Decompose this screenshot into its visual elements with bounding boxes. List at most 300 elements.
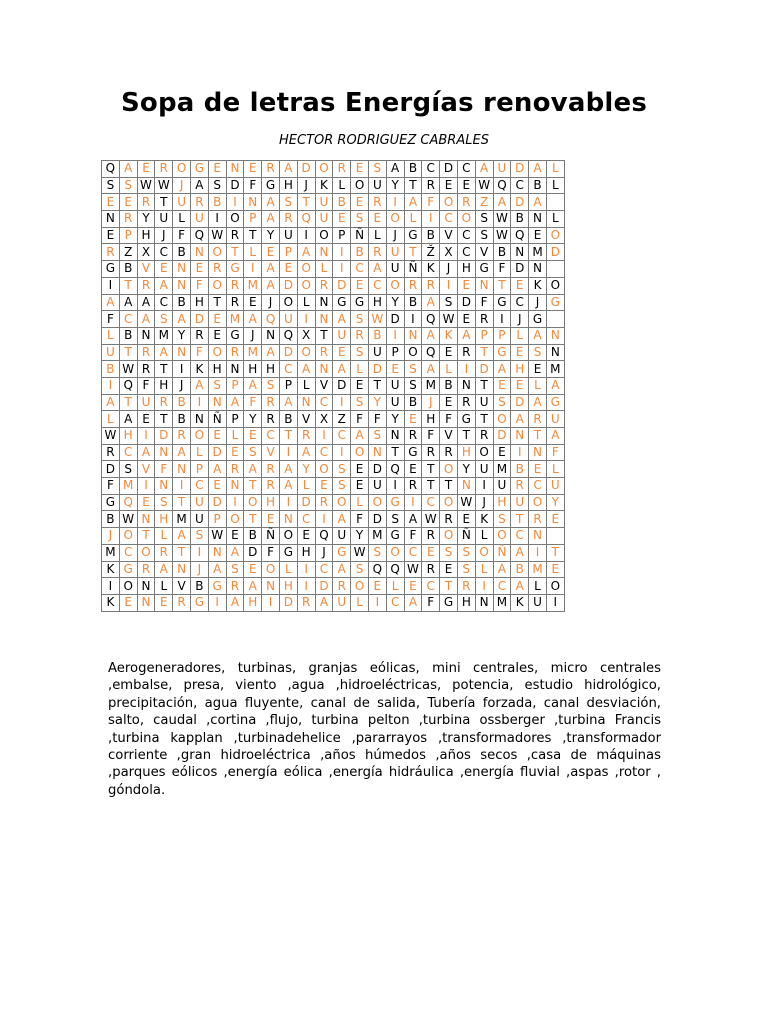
grid-cell: A	[333, 311, 351, 328]
grid-cell: S	[529, 344, 547, 361]
grid-cell: I	[297, 311, 315, 328]
grid-cell: E	[190, 261, 208, 278]
grid-cell: O	[529, 494, 547, 511]
grid-cell: A	[208, 561, 226, 578]
grid-row	[102, 294, 565, 311]
grid-cell: B	[119, 261, 137, 278]
grid-row	[102, 377, 565, 394]
grid-cell: O	[119, 528, 137, 545]
grid-cell: F	[422, 428, 440, 445]
grid-cell: E	[226, 528, 244, 545]
grid-cell: T	[511, 511, 529, 528]
grid-cell: L	[546, 161, 564, 178]
grid-cell: I	[208, 594, 226, 611]
grid-cell: E	[262, 511, 280, 528]
grid-cell: H	[297, 544, 315, 561]
grid-cell: N	[529, 211, 547, 228]
grid-cell: Y	[244, 411, 262, 428]
grid-cell: H	[244, 594, 262, 611]
grid-cell: D	[546, 244, 564, 261]
grid-cell: A	[102, 394, 120, 411]
word-list: Aerogeneradores, turbinas, granjas eólicas, mini centrales, micro centrales ,embalse, presa, viento ,agua ,hidroeléctricas, potencia, estudio hidrológico, precipitación, agua fluyente, canal de salida, Tubería forzada, canal desviación, salto, caudal ,cortina ,flujo, turbina pelton ,turbina ossberger ,turbina Francis ,turbina kapplan ,turbinadehelice ,pararrayos ,transformadores ,transformador corriente ,gran hidroeléctrica ,años húmedos ,años secos ,casa de máquinas ,parques eólicos ,energía eólica ,energía hidráulica ,energía fluvial ,aspas ,rotor , góndola.	[108, 661, 661, 798]
grid-cell: K	[529, 277, 547, 294]
grid-cell: R	[333, 578, 351, 595]
grid-cell: N	[137, 578, 155, 595]
grid-cell: N	[262, 578, 280, 595]
grid-cell: P	[333, 227, 351, 244]
grid-cell: B	[333, 194, 351, 211]
grid-cell: D	[208, 494, 226, 511]
grid-row	[102, 511, 565, 528]
grid-cell: M	[493, 461, 511, 478]
grid-cell: S	[368, 161, 386, 178]
grid-cell: N	[208, 394, 226, 411]
grid-cell: F	[244, 394, 262, 411]
grid-cell: R	[155, 544, 173, 561]
grid-cell: L	[351, 594, 369, 611]
grid-cell: Q	[493, 177, 511, 194]
grid-cell: A	[262, 344, 280, 361]
grid-cell: S	[440, 294, 458, 311]
grid-cell: G	[440, 594, 458, 611]
grid-cell: E	[440, 177, 458, 194]
grid-cell: D	[208, 444, 226, 461]
grid-cell: U	[475, 394, 493, 411]
grid-cell: I	[475, 478, 493, 495]
grid-cell: N	[226, 361, 244, 378]
grid-cell: K	[422, 261, 440, 278]
grid-cell: B	[404, 161, 422, 178]
grid-cell: U	[386, 244, 404, 261]
grid-cell: F	[102, 478, 120, 495]
grid-cell: D	[226, 177, 244, 194]
grid-cell: A	[493, 194, 511, 211]
grid-cell: R	[190, 194, 208, 211]
grid-cell: Q	[386, 561, 404, 578]
grid-cell: O	[546, 227, 564, 244]
grid-cell: D	[333, 377, 351, 394]
grid-cell: F	[475, 294, 493, 311]
grid-cell: N	[155, 478, 173, 495]
grid-cell: T	[155, 411, 173, 428]
grid-cell: S	[208, 177, 226, 194]
grid-cell: R	[262, 478, 280, 495]
grid-cell: O	[208, 344, 226, 361]
grid-cell: A	[404, 594, 422, 611]
grid-cell: C	[422, 578, 440, 595]
grid-cell: O	[315, 461, 333, 478]
grid-cell: Y	[386, 177, 404, 194]
grid-cell: C	[493, 578, 511, 595]
grid-cell: O	[315, 227, 333, 244]
grid-cell: R	[137, 561, 155, 578]
grid-cell: R	[208, 261, 226, 278]
grid-cell: R	[262, 394, 280, 411]
grid-cell: E	[404, 411, 422, 428]
grid-cell: O	[226, 511, 244, 528]
grid-cell: J	[173, 377, 191, 394]
grid-cell: A	[155, 277, 173, 294]
grid-cell: P	[279, 377, 297, 394]
grid-row	[102, 444, 565, 461]
grid-cell: J	[244, 327, 262, 344]
grid-cell: F	[404, 528, 422, 545]
grid-cell: A	[457, 327, 475, 344]
grid-cell: A	[368, 261, 386, 278]
grid-cell: E	[457, 177, 475, 194]
grid-cell: Q	[297, 211, 315, 228]
grid-cell: U	[386, 261, 404, 278]
grid-cell: B	[404, 294, 422, 311]
grid-cell: F	[351, 511, 369, 528]
grid-cell: P	[386, 344, 404, 361]
grid-cell: N	[137, 511, 155, 528]
grid-cell: R	[262, 411, 280, 428]
grid-cell: N	[404, 327, 422, 344]
grid-row	[102, 194, 565, 211]
grid-cell: M	[493, 594, 511, 611]
grid-cell: O	[546, 277, 564, 294]
grid-cell: G	[493, 294, 511, 311]
grid-cell: B	[368, 327, 386, 344]
grid-cell: R	[102, 444, 120, 461]
grid-cell: N	[173, 461, 191, 478]
grid-cell: T	[422, 461, 440, 478]
grid-cell: R	[351, 327, 369, 344]
grid-row	[102, 578, 565, 595]
grid-cell: E	[351, 461, 369, 478]
grid-cell: N	[297, 394, 315, 411]
grid-cell: E	[208, 478, 226, 495]
grid-cell: U	[368, 478, 386, 495]
grid-cell: E	[208, 311, 226, 328]
grid-cell: A	[137, 444, 155, 461]
grid-cell: B	[173, 394, 191, 411]
grid-cell: E	[386, 361, 404, 378]
grid-cell: B	[173, 294, 191, 311]
grid-cell: T	[315, 327, 333, 344]
grid-cell: N	[511, 244, 529, 261]
grid-cell: S	[404, 377, 422, 394]
grid-cell: U	[190, 511, 208, 528]
grid-cell: L	[297, 294, 315, 311]
grid-cell: J	[529, 294, 547, 311]
grid-cell: N	[315, 294, 333, 311]
grid-cell: A	[475, 161, 493, 178]
grid-cell: S	[386, 511, 404, 528]
grid-cell: R	[226, 277, 244, 294]
grid-cell: N	[279, 511, 297, 528]
grid-cell: A	[279, 461, 297, 478]
grid-cell: W	[404, 561, 422, 578]
grid-cell: H	[279, 578, 297, 595]
grid-cell: A	[155, 344, 173, 361]
grid-cell: E	[457, 277, 475, 294]
grid-cell: W	[119, 361, 137, 378]
grid-cell: R	[173, 428, 191, 445]
grid-cell: E	[244, 428, 262, 445]
grid-cell: W	[137, 177, 155, 194]
grid-cell: E	[155, 261, 173, 278]
grid-cell: A	[511, 578, 529, 595]
grid-cell: S	[351, 561, 369, 578]
grid-cell: B	[529, 177, 547, 194]
grid-row	[102, 428, 565, 445]
grid-cell: N	[368, 444, 386, 461]
grid-cell: N	[529, 444, 547, 461]
grid-cell: S	[457, 561, 475, 578]
grid-cell: T	[279, 428, 297, 445]
grid-cell: I	[529, 544, 547, 561]
grid-cell: U	[333, 327, 351, 344]
grid-cell: G	[404, 227, 422, 244]
grid-cell: D	[315, 578, 333, 595]
grid-cell: V	[137, 261, 155, 278]
grid-cell: P	[119, 227, 137, 244]
grid-cell: R	[102, 244, 120, 261]
grid-cell: A	[173, 528, 191, 545]
grid-cell: E	[279, 261, 297, 278]
grid-cell: R	[511, 478, 529, 495]
grid-row	[102, 161, 565, 178]
grid-cell: U	[368, 177, 386, 194]
grid-cell: G	[190, 161, 208, 178]
grid-cell: N	[475, 594, 493, 611]
grid-cell: E	[208, 327, 226, 344]
grid-cell: L	[155, 578, 173, 595]
grid-cell: L	[368, 227, 386, 244]
grid-cell: E	[315, 478, 333, 495]
grid-cell: I	[297, 227, 315, 244]
grid-cell: B	[511, 461, 529, 478]
grid-cell: J	[173, 177, 191, 194]
grid-cell: R	[404, 277, 422, 294]
grid-cell: I	[137, 478, 155, 495]
grid-cell: V	[440, 428, 458, 445]
grid-cell: E	[297, 528, 315, 545]
grid-cell: T	[529, 428, 547, 445]
grid-cell: B	[208, 194, 226, 211]
grid-cell: B	[102, 361, 120, 378]
grid-cell: I	[315, 511, 333, 528]
grid-cell: O	[333, 494, 351, 511]
grid-cell: G	[102, 494, 120, 511]
grid-cell: D	[511, 261, 529, 278]
grid-cell: C	[511, 177, 529, 194]
grid-cell: T	[422, 478, 440, 495]
grid-cell: I	[422, 211, 440, 228]
grid-cell: D	[511, 161, 529, 178]
grid-cell: A	[279, 161, 297, 178]
grid-cell: S	[155, 494, 173, 511]
grid-cell: N	[208, 544, 226, 561]
grid-cell: R	[262, 461, 280, 478]
grid-cell: I	[102, 578, 120, 595]
grid-cell: A	[386, 161, 404, 178]
grid-cell: Q	[368, 561, 386, 578]
grid-cell: I	[368, 594, 386, 611]
grid-cell: E	[244, 294, 262, 311]
grid-cell: F	[440, 411, 458, 428]
grid-cell: S	[333, 478, 351, 495]
grid-cell: S	[475, 227, 493, 244]
grid-cell: L	[351, 494, 369, 511]
grid-cell: I	[262, 594, 280, 611]
grid-cell: M	[422, 377, 440, 394]
grid-cell: R	[315, 277, 333, 294]
grid-cell: Ñ	[493, 544, 511, 561]
grid-cell: A	[333, 511, 351, 528]
grid-cell: I	[297, 561, 315, 578]
grid-cell: E	[546, 511, 564, 528]
grid-cell: R	[226, 294, 244, 311]
grid-cell: I	[386, 327, 404, 344]
grid-cell: L	[440, 361, 458, 378]
grid-cell: W	[440, 311, 458, 328]
grid-cell: W	[493, 227, 511, 244]
grid-cell: R	[279, 211, 297, 228]
grid-cell: Z	[119, 244, 137, 261]
grid-cell: B	[351, 244, 369, 261]
grid-cell: L	[404, 211, 422, 228]
grid-cell: W	[119, 511, 137, 528]
grid-cell: O	[440, 461, 458, 478]
grid-cell: O	[297, 344, 315, 361]
grid-cell: R	[404, 478, 422, 495]
grid-cell: L	[333, 177, 351, 194]
grid-cell: A	[173, 311, 191, 328]
grid-cell: E	[208, 428, 226, 445]
grid-cell: S	[244, 444, 262, 461]
grid-cell: Q	[422, 344, 440, 361]
grid-cell: L	[475, 561, 493, 578]
grid-cell: P	[493, 327, 511, 344]
grid-cell: N	[262, 327, 280, 344]
grid-cell: N	[386, 428, 404, 445]
grid-cell: V	[475, 244, 493, 261]
grid-cell: G	[386, 494, 404, 511]
grid-cell: R	[155, 394, 173, 411]
grid-cell: K	[190, 361, 208, 378]
grid-cell: C	[457, 227, 475, 244]
grid-cell: F	[173, 227, 191, 244]
grid-cell: Q	[279, 327, 297, 344]
grid-cell: T	[208, 294, 226, 311]
grid-cell: C	[119, 444, 137, 461]
grid-cell: S	[279, 194, 297, 211]
grid-cell: N	[226, 478, 244, 495]
grid-cell: A	[226, 544, 244, 561]
grid-cell: A	[102, 294, 120, 311]
grid-cell: O	[279, 294, 297, 311]
grid-cell: Ñ	[457, 528, 475, 545]
grid-cell: M	[546, 361, 564, 378]
grid-cell: Q	[262, 311, 280, 328]
grid-cell: A	[279, 478, 297, 495]
grid-cell: X	[315, 411, 333, 428]
grid-cell: Y	[297, 461, 315, 478]
grid-cell: M	[119, 478, 137, 495]
grid-cell: Q	[422, 311, 440, 328]
grid-cell: O	[351, 578, 369, 595]
grid-cell: P	[190, 461, 208, 478]
grid-cell: G	[546, 394, 564, 411]
grid-cell: R	[440, 511, 458, 528]
grid-cell: O	[279, 528, 297, 545]
grid-cell: R	[457, 394, 475, 411]
grid-cell: O	[440, 194, 458, 211]
grid-cell: O	[173, 161, 191, 178]
grid-cell: M	[529, 561, 547, 578]
grid-cell: D	[368, 361, 386, 378]
grid-cell: E	[440, 344, 458, 361]
grid-cell: R	[475, 428, 493, 445]
grid-cell: G	[351, 294, 369, 311]
grid-cell: A	[422, 294, 440, 311]
grid-cell: F	[546, 444, 564, 461]
grid-cell: E	[137, 494, 155, 511]
grid-cell: I	[315, 428, 333, 445]
grid-cell: A	[244, 578, 262, 595]
grid-cell: T	[404, 244, 422, 261]
grid-cell: B	[404, 394, 422, 411]
grid-row	[102, 261, 565, 278]
grid-cell: N	[475, 277, 493, 294]
grid-cell: D	[475, 361, 493, 378]
grid-cell: Ñ	[262, 528, 280, 545]
grid-cell: N	[102, 211, 120, 228]
grid-cell: I	[511, 444, 529, 461]
grid-cell: O	[190, 428, 208, 445]
grid-cell: K	[102, 561, 120, 578]
grid-cell: G	[102, 261, 120, 278]
grid-cell: M	[529, 244, 547, 261]
grid-cell: G	[226, 327, 244, 344]
grid-cell: A	[173, 444, 191, 461]
grid-cell: U	[333, 528, 351, 545]
grid-cell: U	[546, 411, 564, 428]
grid-cell: F	[155, 461, 173, 478]
grid-cell: A	[244, 311, 262, 328]
grid-cell: S	[102, 177, 120, 194]
grid-cell: N	[529, 528, 547, 545]
grid-cell: A	[119, 294, 137, 311]
grid-cell: J	[262, 294, 280, 311]
grid-cell: Y	[386, 294, 404, 311]
grid-cell: J	[386, 227, 404, 244]
grid-cell: H	[457, 261, 475, 278]
grid-cell: U	[546, 478, 564, 495]
grid-cell: M	[102, 544, 120, 561]
grid-cell: Q	[119, 494, 137, 511]
grid-cell	[546, 261, 564, 278]
grid-cell: O	[208, 277, 226, 294]
grid-cell: E	[155, 594, 173, 611]
grid-cell: F	[493, 261, 511, 278]
grid-cell: A	[529, 394, 547, 411]
grid-cell: U	[155, 211, 173, 228]
grid-cell: E	[351, 194, 369, 211]
grid-cell: G	[529, 311, 547, 328]
grid-cell: W	[102, 428, 120, 445]
grid-cell: A	[297, 244, 315, 261]
grid-cell: R	[422, 561, 440, 578]
grid-cell: R	[226, 578, 244, 595]
grid-cell: K	[475, 511, 493, 528]
grid-cell: R	[529, 411, 547, 428]
grid-cell: A	[244, 461, 262, 478]
grid-cell: F	[422, 594, 440, 611]
